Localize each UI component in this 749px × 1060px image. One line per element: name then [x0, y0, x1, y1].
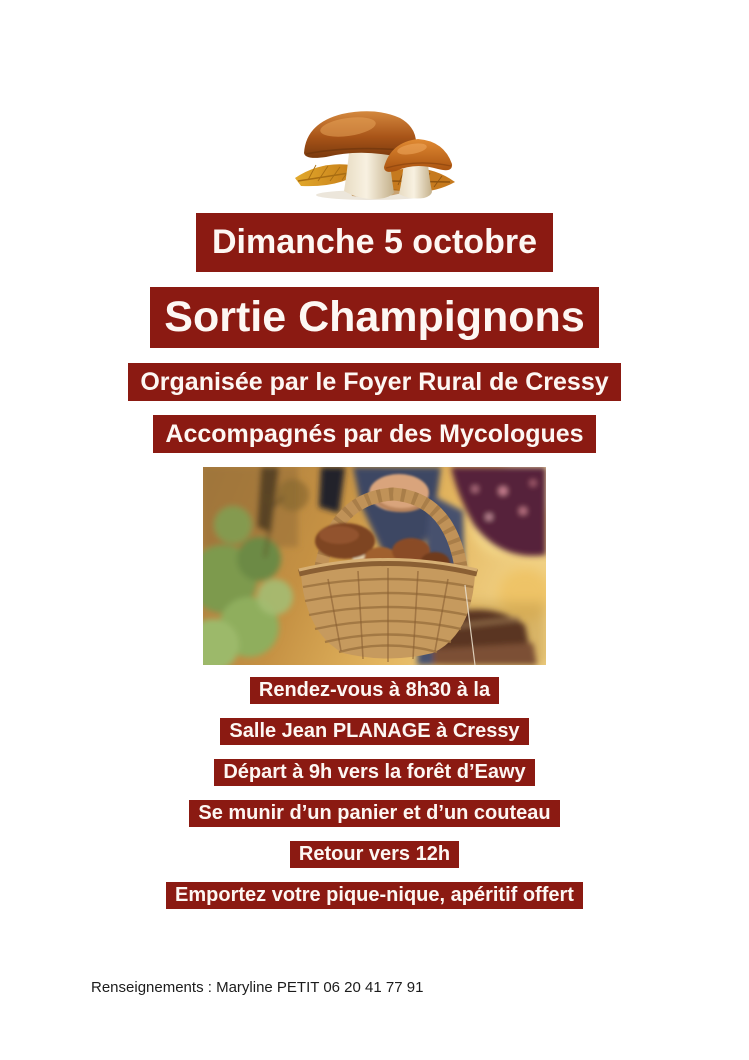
organizer-banner: Organisée par le Foyer Rural de Cressy: [128, 363, 620, 401]
mushroom-basket-photo: [203, 467, 546, 665]
info-banner-salle: Salle Jean PLANAGE à Cressy: [220, 718, 528, 745]
accompanied-banner: Accompagnés par des Mycologues: [153, 415, 595, 453]
info-banner-pique-nique: Emportez votre pique-nique, apéritif offert: [166, 882, 583, 909]
info-banner-rendezvous: Rendez-vous à 8h30 à la: [250, 677, 499, 704]
mushrooms-clipart-image: [292, 105, 458, 200]
title-banner: Sortie Champignons: [150, 287, 598, 348]
info-banner-retour: Retour vers 12h: [290, 841, 459, 868]
date-banner: Dimanche 5 octobre: [196, 213, 553, 272]
info-banner-list: [166, 677, 583, 909]
info-banner-depart: Départ à 9h vers la forêt d’Eawy: [214, 759, 534, 786]
info-banner-panier-couteau: Se munir d’un panier et d’un couteau: [189, 800, 559, 827]
contact-info: Renseignements : Maryline PETIT 06 20 41 77 91: [91, 979, 424, 996]
